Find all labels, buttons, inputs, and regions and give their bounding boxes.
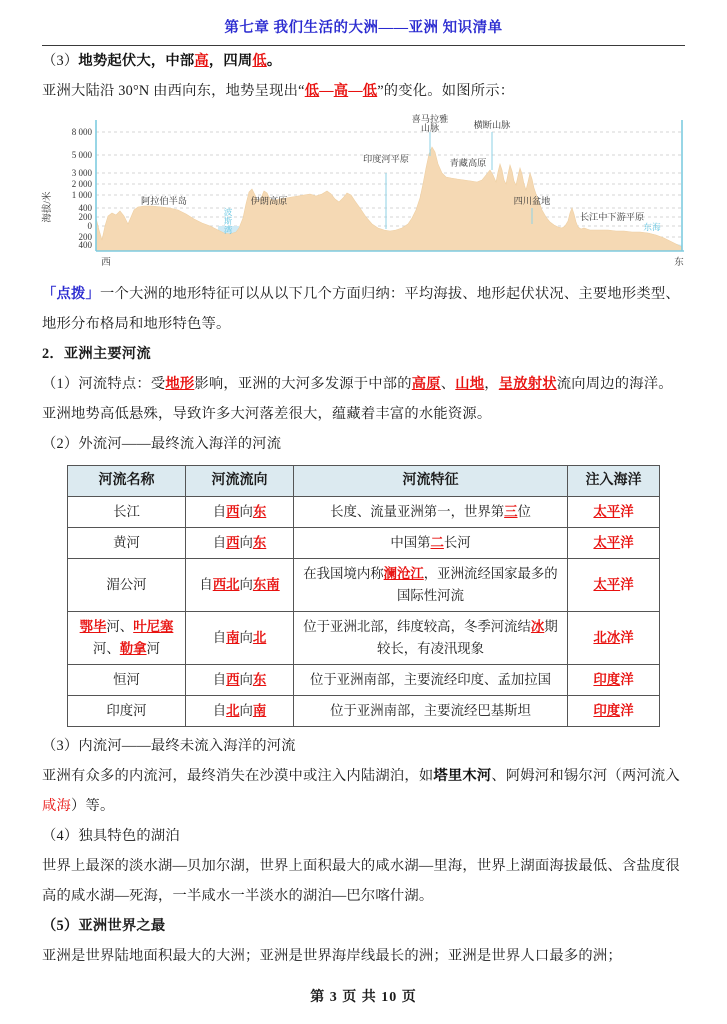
document-body — [0, 46, 727, 106]
document-body-3 — [0, 731, 727, 971]
label-hengduan-mts: 横断山脉 — [473, 120, 510, 130]
cell-river-name: 鄂毕河、叶尼塞河、勒拿河 — [68, 612, 186, 665]
table-row — [68, 696, 660, 727]
section-3-line-2: 亚洲大陆沿 30°N 由西向东，地势呈现出“低—高—低”的变化。如图所示： — [42, 83, 515, 99]
tip-paragraph: 「点拨」一个大洲的地形特征可以从以下几个方面归纳：平均海拔、地形起伏状况、主要地形类型、地形分布格局和地形特色等。 — [42, 286, 680, 332]
label-arabian-peninsula: 阿拉伯半岛 — [140, 196, 187, 206]
cell-flow-direction: 自西向东 — [186, 665, 294, 696]
table-row — [68, 528, 660, 559]
label-persian-gulf-c2: 斯 — [223, 216, 232, 226]
col-header-river-name: 河流名称 — [68, 466, 186, 497]
svg-text:1 000: 1 000 — [71, 190, 92, 200]
cell-river-features: 位于亚洲南部，主要流经印度、孟加拉国 — [294, 665, 568, 696]
cell-ocean: 印度洋 — [568, 696, 660, 727]
svg-text:0: 0 — [87, 221, 92, 231]
label-east-china-sea: 东海 — [642, 222, 661, 232]
label-east: 东 — [673, 258, 684, 268]
cell-flow-direction: 自北向南 — [186, 696, 294, 727]
exorheic-rivers-heading: （2）外流河——最终流入海洋的河流 — [42, 436, 282, 452]
page-title: 第七章 我们生活的大洲——亚洲 知识清单 — [224, 20, 503, 36]
label-indus-plain: 印度河平原 — [362, 154, 409, 164]
section-2-heading: 2．亚洲主要河流 — [42, 346, 151, 362]
label-persian-gulf-c3: 湾 — [223, 225, 232, 235]
label-himalaya-line1: 喜马拉雅 — [411, 114, 448, 124]
cell-ocean: 太平洋 — [568, 559, 660, 612]
cell-river-features: 位于亚洲北部，纬度较高，冬季河流结冰期较长，有凌汛现象 — [294, 612, 568, 665]
svg-text:5 000: 5 000 — [71, 150, 92, 160]
svg-text:200: 200 — [78, 232, 92, 242]
cell-flow-direction: 自西向东 — [186, 528, 294, 559]
cell-river-name: 长江 — [68, 497, 186, 528]
svg-text:400: 400 — [78, 240, 92, 250]
label-west: 西 — [100, 258, 111, 268]
y-axis-ticks — [71, 127, 92, 250]
elevation-profile-chart — [34, 112, 694, 277]
rivers-features-paragraph: （1）河流特点：受地形影响，亚洲的大河多发源于中部的高原、山地，呈放射状流向周边的海洋。 — [42, 376, 673, 392]
rivers-features-line-2: 亚洲地势高低悬殊，导致许多大河落差很大，蕴藏着丰富的水能资源。 — [42, 406, 492, 422]
x-axis-labels — [101, 256, 684, 268]
y-axis-title — [41, 191, 53, 223]
cell-ocean: 太平洋 — [568, 528, 660, 559]
cell-ocean: 印度洋 — [568, 665, 660, 696]
label-himalaya-line2: 山脉 — [420, 123, 439, 133]
label-persian-gulf-c1: 波 — [223, 207, 232, 217]
table-row — [68, 665, 660, 696]
cell-river-name: 湄公河 — [68, 559, 186, 612]
cell-river-features: 中国第二长河 — [294, 528, 568, 559]
cell-river-features: 长度、流量亚洲第一，世界第三位 — [294, 497, 568, 528]
svg-text:2 000: 2 000 — [71, 179, 92, 189]
rivers-table — [67, 465, 660, 727]
col-header-river-features: 河流特征 — [294, 466, 568, 497]
svg-text:8 000: 8 000 — [71, 127, 92, 137]
col-header-flow-direction: 河流流向 — [186, 466, 294, 497]
lakes-paragraph: 世界上最深的淡水湖—贝加尔湖，世界上面积最大的咸水湖—里海，世界上湖面海拔最低、含盐度很高的咸水湖—死海，一半咸水一半淡水的湖泊—巴尔喀什湖。 — [42, 858, 680, 904]
asia-superlatives-heading: （5）亚洲世界之最 — [42, 918, 166, 934]
chart-annotations — [141, 113, 644, 222]
col-header-ocean: 注入海洋 — [568, 466, 660, 497]
endorheic-rivers-paragraph: 亚洲有众多的内流河，最终消失在沙漠中或注入内陆湖泊，如塔里木河、阿姆河和锡尔河（两河流入咸海）等。 — [42, 768, 680, 814]
cell-river-name: 黄河 — [68, 528, 186, 559]
svg-text:3 000: 3 000 — [71, 168, 92, 178]
lakes-heading: （4）独具特色的湖泊 — [42, 828, 180, 844]
elevation-profile-figure — [0, 112, 727, 277]
label-yangtze-plain: 长江中下游平原 — [579, 212, 644, 222]
cell-river-name: 恒河 — [68, 665, 186, 696]
label-iran-plateau: 伊朗高原 — [250, 196, 287, 206]
table-row — [68, 497, 660, 528]
cell-flow-direction: 自南向北 — [186, 612, 294, 665]
svg-text:海拔/米: 海拔/米 — [42, 191, 53, 223]
table-header-row — [68, 466, 660, 497]
cell-river-name: 印度河 — [68, 696, 186, 727]
asia-superlatives-paragraph: 亚洲是世界陆地面积最大的大洲；亚洲是世界海岸线最长的洲；亚洲是世界人口最多的洲； — [42, 948, 622, 964]
page-footer: 第 3 页 共 10 页 — [310, 990, 417, 1005]
cell-river-features: 在我国境内称澜沧江，亚洲流经国家最多的国际性河流 — [294, 559, 568, 612]
document-body-2 — [0, 279, 727, 459]
cell-river-features: 位于亚洲南部，主要流经巴基斯坦 — [294, 696, 568, 727]
cell-ocean: 太平洋 — [568, 497, 660, 528]
endorheic-rivers-heading: （3）内流河——最终未流入海洋的河流 — [42, 738, 296, 754]
svg-text:200: 200 — [78, 212, 92, 222]
table-row — [68, 559, 660, 612]
cell-ocean: 北冰洋 — [568, 612, 660, 665]
cell-flow-direction: 自西北向东南 — [186, 559, 294, 612]
tip-keyword: 点拨 — [56, 286, 86, 302]
label-sichuan-basin: 四川盆地 — [513, 196, 550, 206]
table-row — [68, 612, 660, 665]
label-qinghai-tibet-plateau: 青藏高原 — [449, 158, 486, 168]
svg-text:400: 400 — [78, 203, 92, 213]
section-3-heading: （3）地势起伏大，中部高，四周低。 — [42, 53, 282, 69]
cell-flow-direction: 自西向东 — [186, 497, 294, 528]
